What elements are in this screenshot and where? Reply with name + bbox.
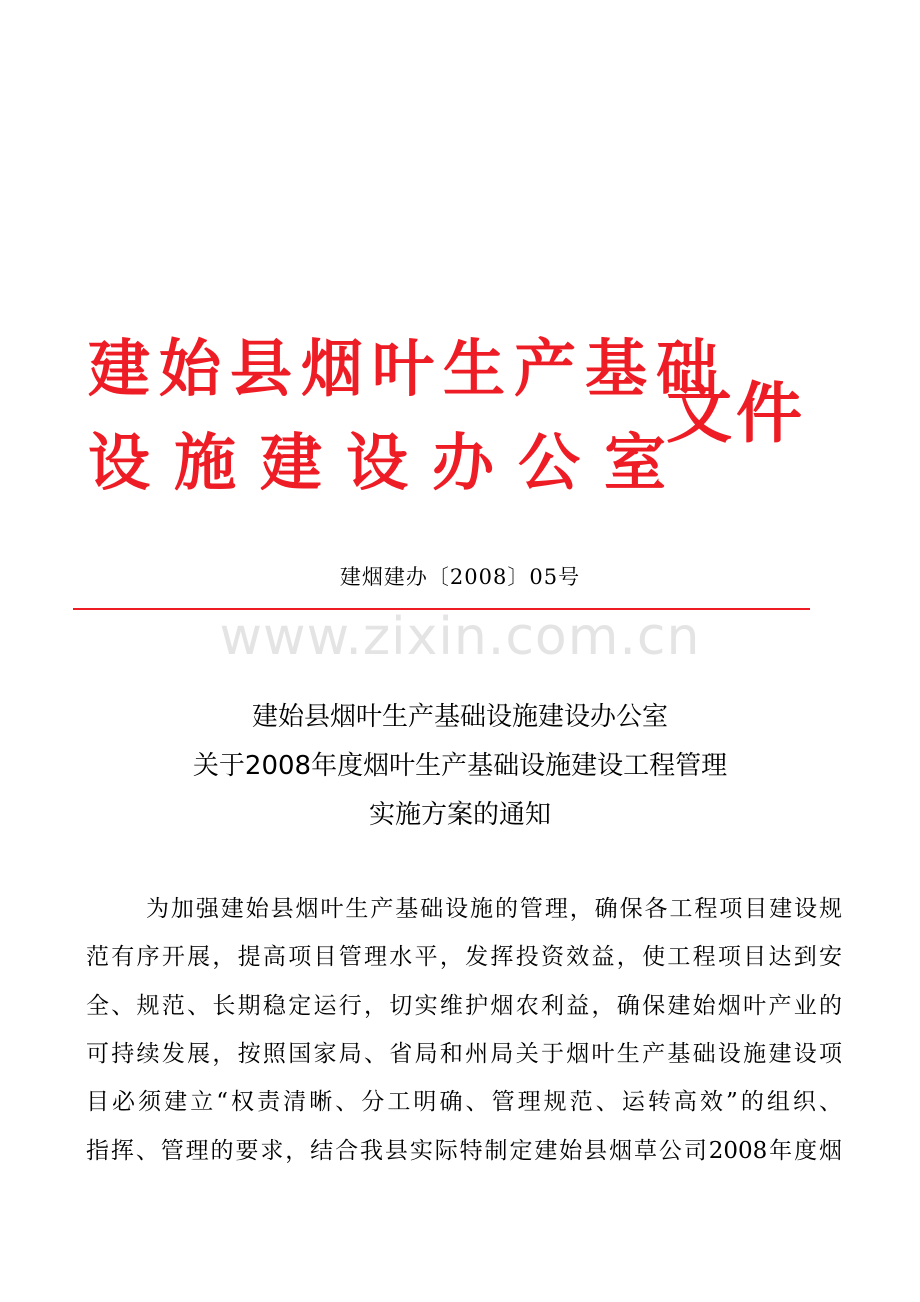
body-text-line: 为加强建始县烟叶生产基础设施的管理，确保各工程项目建设规	[146, 896, 842, 922]
notice-title-line-2: 关于2008年度烟叶生产基础设施建设工程管理	[192, 751, 728, 781]
issuing-office-name-line-2: 设施建设办公室	[88, 426, 691, 499]
notice-title-line-1: 建始县烟叶生产基础设施建设办公室	[251, 702, 668, 732]
body-text-line: 可持续发展，按照国家局、省局和州局关于烟叶生产基础设施建设项	[86, 1041, 842, 1067]
body-text-line: 范有序开展，提高项目管理水平，发挥投资效益，使工程项目达到安	[86, 944, 842, 970]
watermark: www.zixin.com.cn	[219, 607, 701, 667]
issuing-office-name-line-1: 建始县烟叶生产基础	[88, 332, 728, 405]
body-text-line: 全、规范、长期稳定运行，切实维护烟农利益，确保建始烟叶产业的	[86, 993, 842, 1019]
body-text-line: 指挥、管理的要求，结合我县实际特制定建始县烟草公司2008年度烟	[86, 1138, 842, 1164]
body-text-line: 目必须建立“权责清晰、分工明确、管理规范、运转高效”的组织、	[86, 1089, 842, 1115]
notice-title-line-3: 实施方案的通知	[368, 800, 551, 830]
document-number: 建烟建办〔2008〕05号	[339, 565, 581, 589]
document-type-label: 文件	[666, 375, 806, 452]
